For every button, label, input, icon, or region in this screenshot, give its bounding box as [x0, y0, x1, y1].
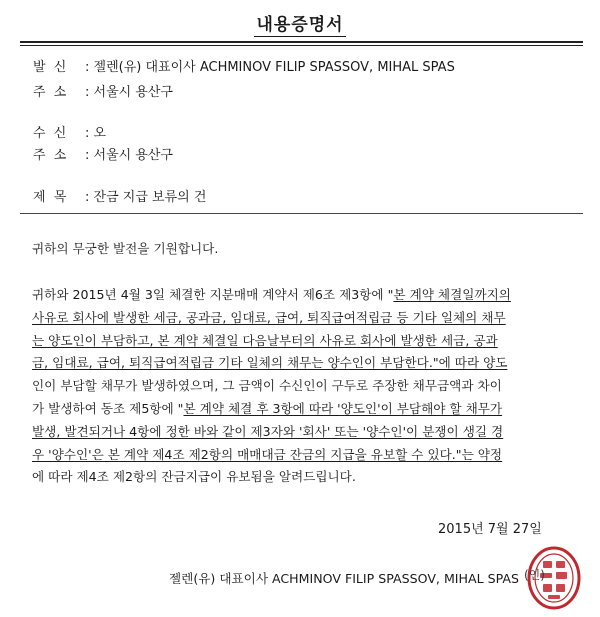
seal-mark: (인)	[524, 568, 545, 582]
body-line: 금, 임대료, 급여, 퇴직급여적립금 기타 일체의 채무는 양수인이 부담한다."에 따라 양도	[32, 355, 508, 371]
document-title: 내용증명서	[256, 15, 344, 35]
body-line: 발생, 발견되거나 4항에 정한 바와 같이 제3자와 '회사' 또는 '양수인'이 분쟁이 생길 경	[32, 423, 504, 439]
subject-value: : 잔금 지급 보류의 건	[85, 190, 207, 205]
header-rule-thin	[20, 45, 583, 46]
sender-field	[33, 60, 455, 76]
document-date: 2015년 7월 27일	[438, 522, 542, 537]
greeting-text: 귀하의 무궁한 발전을 기원합니다.	[32, 241, 219, 256]
recipient-label: 수 신	[33, 126, 69, 141]
body-line: 는 양도인이 부담하고, 본 계약 체결일 다음날부터의 사유로 회사에 발생한 세금, 공과	[32, 332, 498, 348]
header-rule-thick	[20, 41, 583, 43]
body-paragraph	[32, 284, 564, 489]
recipient-address-label: 주 소	[33, 148, 69, 163]
body-line: 인이 부담할 채무가 발생하였으며, 그 금액이 수신인이 구두로 주장한 채무금액과 차이	[32, 378, 502, 394]
recipient-field	[33, 126, 106, 142]
signature-line: 젤렌(유) 대표이사 ACHMINOV FILIP SPASSOV, MIHAL SPAS	[169, 571, 520, 586]
recipient-address-field	[33, 148, 173, 164]
body-line: 사유로 회사에 발생한 세금, 공과금, 임대료, 급여, 퇴직급여적립금 등 기타 일체의 채무	[32, 309, 506, 325]
subject-field	[33, 190, 206, 206]
body-line: 우 '양수인'은 본 계약 제4조 제2항의 매매대금 잔금의 지급을 유보할 수 있다."는 약정	[32, 446, 503, 462]
subject-rule	[20, 213, 583, 214]
sender-label: 발 신	[33, 60, 69, 75]
sender-value: : 젤렌(유) 대표이사 ACHMINOV FILIP SPASSOV, MIHAL SPAS	[85, 60, 455, 75]
body-line: 가 발생하여 동조 제5항에 "본 계약 체결 후 3항에 따라 '양도인'이 부담해야 할 채무가	[32, 400, 503, 416]
subject-label: 제 목	[33, 190, 69, 205]
sender-address-label: 주 소	[33, 85, 69, 100]
body-line: 귀하와 2015년 4월 3일 체결한 지분매매 계약서 제6조 제3항에 "본 계약 체결일까지의	[32, 287, 511, 302]
sender-address-field	[33, 85, 173, 101]
sender-address-value: : 서울시 용산구	[85, 85, 173, 100]
recipient-value: : 오	[85, 126, 107, 141]
recipient-address-value: : 서울시 용산구	[85, 148, 173, 163]
body-line: 에 따라 제4조 제2항의 잔금지급이 유보됨을 알려드립니다.	[32, 469, 356, 485]
